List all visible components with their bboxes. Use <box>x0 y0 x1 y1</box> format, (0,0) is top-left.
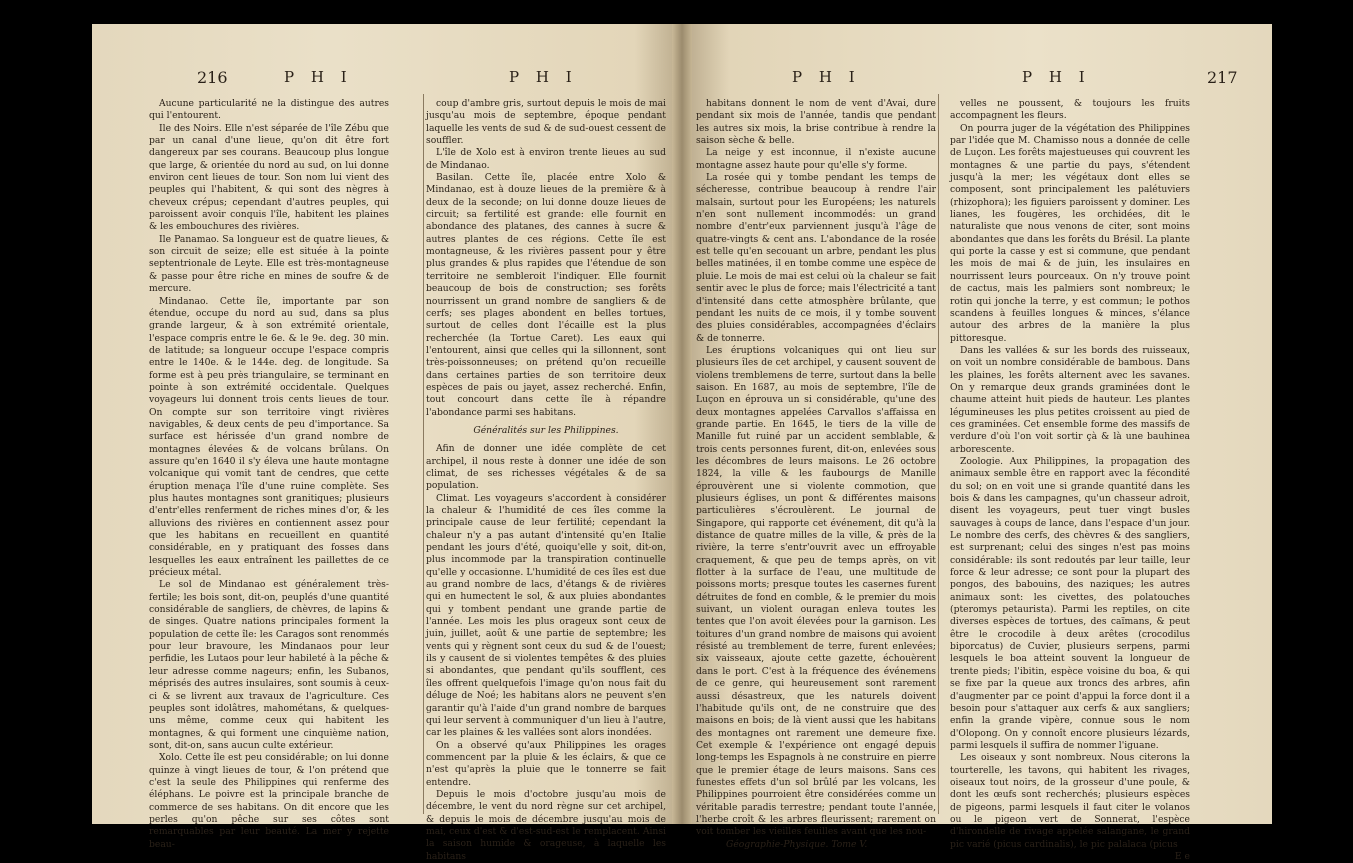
left-page-column-2 <box>426 98 666 862</box>
column-rule <box>423 94 424 814</box>
paragraph: Aucune particularité ne la distingue des autres qui l'entourent. <box>149 98 389 122</box>
paragraph: Mindanao. Cette île, importante par son étendue, occupe du nord au sud, dans sa plus grande largeur, & à son extrémité orientale, l'espace compris entre le 6e. & le 9e. deg. 30 min. de latitude; sa longueur occupe l'espace compris entre le 140e. & le 144e. deg. de longitude. Sa forme est à peu près triangulaire, se terminant en pointe à son extrémité occidentale. Quelques voyageurs lui donnent trois cents lieues de tour. On compte sur son territoire vingt rivières navigables, & deux cents de peu d'importance. Sa surface est hérissée d'un grand nombre de montagnes élevées & de volcans brûlans. On assure qu'en 1640 il s'y éleva une haute montagne volcanique qui vomit tant de cendres, que cette éruption menaça l'île d'une ruine complète. Ses plus hautes montagnes sont granitiques; plusieurs d'entr'elles renferment de riches mines d'or, & les alluvions des rivières en contiennent assez pour que les habitans en recueillent en quantité considérable, en y pratiquant des fosses dans lesquelles les eaux entraînent les paillettes de ce précieux métal. <box>149 295 389 579</box>
paragraph: Afin de donner une idée complète de cet archipel, il nous reste à donner une idée de son climat, de ses richesses végétales & de sa population. <box>426 443 666 492</box>
paragraph: Climat. Les voyageurs s'accordent à considérer la chaleur & l'humidité de ces îles comme la principale cause de leur fertilité; cependant la chaleur n'y a pas autant d'intensité qu'en Italie pendant les jours d'été, quoiqu'elle y soit, dit-on, plus incommode par la transpiration continuelle qu'elle y occasionne. L'humidité de ces îles est due au grand nombre de lacs, d'étangs & de rivières qui en humectent le sol, & aux pluies abondantes qui y tombent pendant une grande partie de l'année. Les mois les plus orageux sont ceux de juin, juillet, août & une partie de septembre; les vents qui y règnent sont ceux du sud & de l'ouest; ils y causent de si violentes tempêtes & des pluies si abondantes, que pendant qu'ils soufflent, ces îles offrent quelquefois l'image qu'on nous fait du déluge de Noé; les habitans alors ne peuvent s'en garantir qu'à l'aide d'un grand nombre de barques qui leur servent à communiquer d'un lieu à l'autre, car les plaines & les vallées sont alors inondées. <box>426 492 666 739</box>
right-page-column-1 <box>696 98 936 850</box>
paragraph: velles ne poussent, & toujours les fruits accompagnent les fleurs. <box>950 98 1190 122</box>
paragraph: Xolo. Cette île est peu considérable; on lui donne quinze à vingt lieues de tour, & l'on prétend que c'est la seule des Philippines qui renferme des éléphans. Le poivre est la principale branche de commerce de ses habitans. On dit encore que les perles qu'on pêche sur ses côtes sont remarquables par leur beauté. La mer y rejette beau- <box>149 752 389 850</box>
paragraph: Basilan. Cette île, placée entre Xolo & Mindanao, est à douze lieues de la première & à deux de la seconde; on lui donne douze lieues de circuit; sa fertilité est grande: elle fournit en abondance des platanes, des cannes à sucre & autres plantes de ces régions. Cette île est montagneuse, & les rivières passent pour y être plus grandes & plus rapides que l'étendue de son territoire ne sembleroit l'indiquer. Elle fournit beaucoup de bois de construction; ses forêts nourrissent un grand nombre de sangliers & de cerfs; ses plages abondent en belles tortues, surtout de celles dont l'écaille est la plus recherchée (la Tortue Caret). Les eaux qui l'entourent, ainsi que celles qui la sillonnent, sont très-poissonneuses; on prétend qu'on recueille dans certaines parties de son territoire deux espèces de pais ou jayet, assez recherché. Enfin, tout concourt dans cette île à répandre l'abondance parmi ses habitans. <box>426 172 666 418</box>
paragraph: coup d'ambre gris, surtout depuis le mois de mai jusqu'au mois de septembre, époque pendant laquelle les vents de sud & de sud-ouest cessent de souffler. <box>426 98 666 147</box>
paragraph: On pourra juger de la végétation des Philippines par l'idée que M. Chamisso nous a donnée de celle de Luçon. Les forêts majestueuses qui couvrent les montagnes & une partie du pays, s'étendent jusqu'à la mer; les végétaux dont elles se composent, sont principalement les palétuviers (rhizophora); les figuiers paroissent y dominer. Les lianes, les fougères, les orchidées, dit le naturaliste que nous venons de citer, sont moins abondantes que dans les forêts du Brésil. La plante qui porte la casse y est si commune, que pendant les mois de mai & de juin, les insulaires en nourrissent leurs pourceaux. On n'y trouve point de cactus, mais les palmiers sont nombreux; le rotin qui jonche la terre, y est commun; le pothos scandens à feuilles longues & minces, s'élance autour des arbres de la manière la plus pittoresque. <box>950 122 1190 344</box>
paragraph: On a observé qu'aux Philippines les orages commencent par la pluie & les éclairs, & que ce n'est qu'après la pluie que le tonnerre se fait entendre. <box>426 739 666 788</box>
signature-mark: E e <box>1174 850 1190 862</box>
running-head-left-1: P H I <box>284 68 353 86</box>
paragraph: L'île de Xolo est à environ trente lieues au sud de Mindanao. <box>426 147 666 171</box>
left-page <box>92 24 682 862</box>
paragraph: Le sol de Mindanao est généralement très-fertile; les bois sont, dit-on, peuplés d'une quantité considérable de sangliers, de chèvres, de lapins & de singes. Quatre nations principales forment la population de cette île: les Caragos sont renommés pour leur bravoure, les Mindanaos pour leur perfidie, les Lutaos pour leur habileté à la pêche & leur adresse comme nageurs; enfin, les Subanos, méprisés des autres insulaires, sont soumis à ceux-ci & se livrent aux travaux de l'agriculture. Ces peuples sont idolâtres, mahométans, & quelques-uns même, comme ceux qui habitent les montagnes, & qui forment une cinquième nation, sont, dit-on, sans aucun culte extérieur. <box>149 579 389 751</box>
right-page <box>682 24 1272 862</box>
running-head-right-1: P H I <box>792 68 861 86</box>
folio-left: 216 <box>197 68 228 87</box>
folio-right: 217 <box>1207 68 1238 87</box>
paragraph: habitans donnent le nom de vent d'Avai, dure pendant six mois de l'année, tandis que pendant les autres six mois, la brise contribue à rendre la saison sèche & belle. <box>696 98 936 147</box>
paragraph: Les oiseaux y sont nombreux. Nous citerons la tourterelle, les tavons, qui habitent les rivages, oiseaux tout noirs, de la grosseur d'une poule, & dont les œufs sont recherchés; plusieurs espèces de pigeons, parmi lesquels il faut citer le volanos ou le pigeon vert de Sonnerat, l'espèce d'hirondelle de rivage appelée salangane, le grand pic varié (picus cardinalis), le pic palalaca (picus <box>950 752 1190 850</box>
paragraph: Dans les vallées & sur les bords des ruisseaux, on voit un nombre considérable de bambous. Dans les plaines, les forêts alternent avec les savanes. On y remarque deux grands graminées dont le chaume atteint huit pieds de hauteur. Les plantes légumineuses les plus petites croissent au pied de ces graminées. Cet ensemble forme des massifs de verdure d'où l'on voit sortir çà & là une bauhinea arborescente. <box>950 344 1190 455</box>
paragraph: Zoologie. Aux Philippines, la propagation des animaux semble être en rapport avec la fécondité du sol; on en voit une si grande quantité dans les bois & dans les campagnes, qu'un chasseur adroit, disent les voyageurs, peut tuer vingt busles sauvages à coups de lance, dans l'espace d'un jour. Le nombre des cerfs, des chèvres & des sangliers, est surprenant; celui des singes n'est pas moins considérable: ils sont redoutés par leur taille, leur force & leur adresse; ce sont pour la plupart des pongos, des babouins, des naziques; les autres animaux sont: les civettes, des polatouches (pteromys petaurista). Parmi les reptiles, on cite diverses espèces de tortues, des caïmans, & peut être le crocodile à deux arêtes (crocodilus biporcatus) de Cuvier, plusieurs serpens, parmi lesquels le boa atteint souvent la longueur de trente pieds; l'ibitin, espèce voisine du boa, & qui se fixe par la queue aux troncs des arbres, afin d'augmenter par ce point d'appui la force dont il a besoin pour s'attaquer aux cerfs & aux sangliers; enfin la grande vipère, connue sous le nom d'Olopong. On y connoît encore plusieurs lézards, parmi lesquels il suffira de nommer l'iguane. <box>950 455 1190 751</box>
signature-line: Géographie-Physique. Tome V. <box>726 838 868 850</box>
column-rule <box>938 94 939 814</box>
section-heading: Généralités sur les Philippines. <box>473 424 619 436</box>
right-page-column-2 <box>950 98 1190 862</box>
paragraph: Depuis le mois d'octobre jusqu'au mois de décembre, le vent du nord règne sur cet archipel, & depuis le mois de décembre jusqu'au mois de mai, ceux d'est & d'est-sud-est le remplacent. Ainsi la saison humide & orageuse, à laquelle les habitans <box>426 788 666 862</box>
running-head-left-2: P H I <box>509 68 578 86</box>
paragraph: La neige y est inconnue, il n'existe aucune montagne assez haute pour qu'elle s'y forme. <box>696 147 936 171</box>
paragraph: Ile des Noirs. Elle n'est séparée de l'île Zébu que par un canal d'une lieue, qu'on dit être fort dangereux par ses courans. Beaucoup plus longue que large, & orientée du nord au sud, on lui donne environ cent lieues de tour. Son nom lui vient des peuples qui l'habitent, & qui sont des nègres à cheveux crépus; cependant d'autres peuples, qui paroissent avoir conquis l'île, habitent les plaines & les embouchures des rivières. <box>149 122 389 233</box>
paragraph: Ile Panamao. Sa longueur est de quatre lieues, & son circuit de seize; elle est située à la pointe septentrionale de Leyte. Elle est très-montagneuse & passe pour être riche en mines de soufre & de mercure. <box>149 233 389 295</box>
book-spine <box>672 24 692 824</box>
running-head-right-2: P H I <box>1022 68 1091 86</box>
paragraph: La rosée qui y tombe pendant les temps de sécheresse, contribue beaucoup à rendre l'air malsain, surtout pour les Européens; les naturels n'en sont nullement incommodés: un grand nombre d'entr'eux parviennent jusqu'à l'âge de quatre-vingts & cent ans. L'abondance de la rosée est telle qu'en secouant un arbre, pendant les plus belles matinées, il en tombe comme une espèce de pluie. Le mois de mai est celui où la chaleur se fait sentir avec le plus de force; mais l'électricité a tant d'intensité dans cette atmosphère brûlante, que pendant les nuits de ce mois, il y tombe souvent des pluies considérables, accompagnées d'éclairs & de tonnerre. <box>696 172 936 344</box>
paragraph: Les éruptions volcaniques qui ont lieu sur plusieurs îles de cet archipel, y causent souvent de violens tremblemens de terre, surtout dans la belle saison. En 1687, au mois de septembre, l'île de Luçon en éprouva un si considérable, qu'une des deux montagnes appelées Carvallos s'affaissa en grande partie. En 1645, le tiers de la ville de Manille fut ruiné par un accident semblable, & trois cents personnes furent, dit-on, enlevées sous les décombres de leurs maisons. Le 26 octobre 1824, la ville & les faubourgs de Manille éprouvèrent une si violente commotion, que plusieurs églises, un pont & différentes maisons particulières s'écroulèrent. Le journal de Singapore, qui rapporte cet événement, dit qu'à la distance de quatre milles de la ville, & près de la rivière, la terre s'entr'ouvrit avec un effroyable craquement, & que peu de temps après, on vit flotter à la surface de l'eau, une multitude de poissons morts; presque toutes les casernes furent détruites de fond en comble, & le premier du mois suivant, un violent ouragan enleva toutes les tentes que l'on avoit élevées pour la garnison. Les toitures d'un grand nombre de maisons qui avoient résisté au tremblement de terre, furent enlevées; six vaisseaux, ajoute cette gazette, échouèrent dans le port. C'est à la fréquence des événemens de ce genre, qui heureusement sont rarement aussi désastreux, que les naturels doivent l'habitude qu'ils ont, de ne construire que des maisons en bois; de là vient aussi que les habitans des montagnes ont rarement une demeure fixe. Cet exemple & l'expérience ont engagé depuis long-temps les Espagnols à ne construire en pierre que le premier étage de leurs maisons. Sans ces funestes effets d'un sol brûlé par les volcans, les Philippines pourroient être considérées comme un véritable paradis terrestre; pendant toute l'année, l'herbe croît & les arbres fleurissent; rarement on voit tomber les vieilles feuilles avant que les nou- <box>696 344 936 838</box>
left-page-column-1 <box>149 98 389 850</box>
